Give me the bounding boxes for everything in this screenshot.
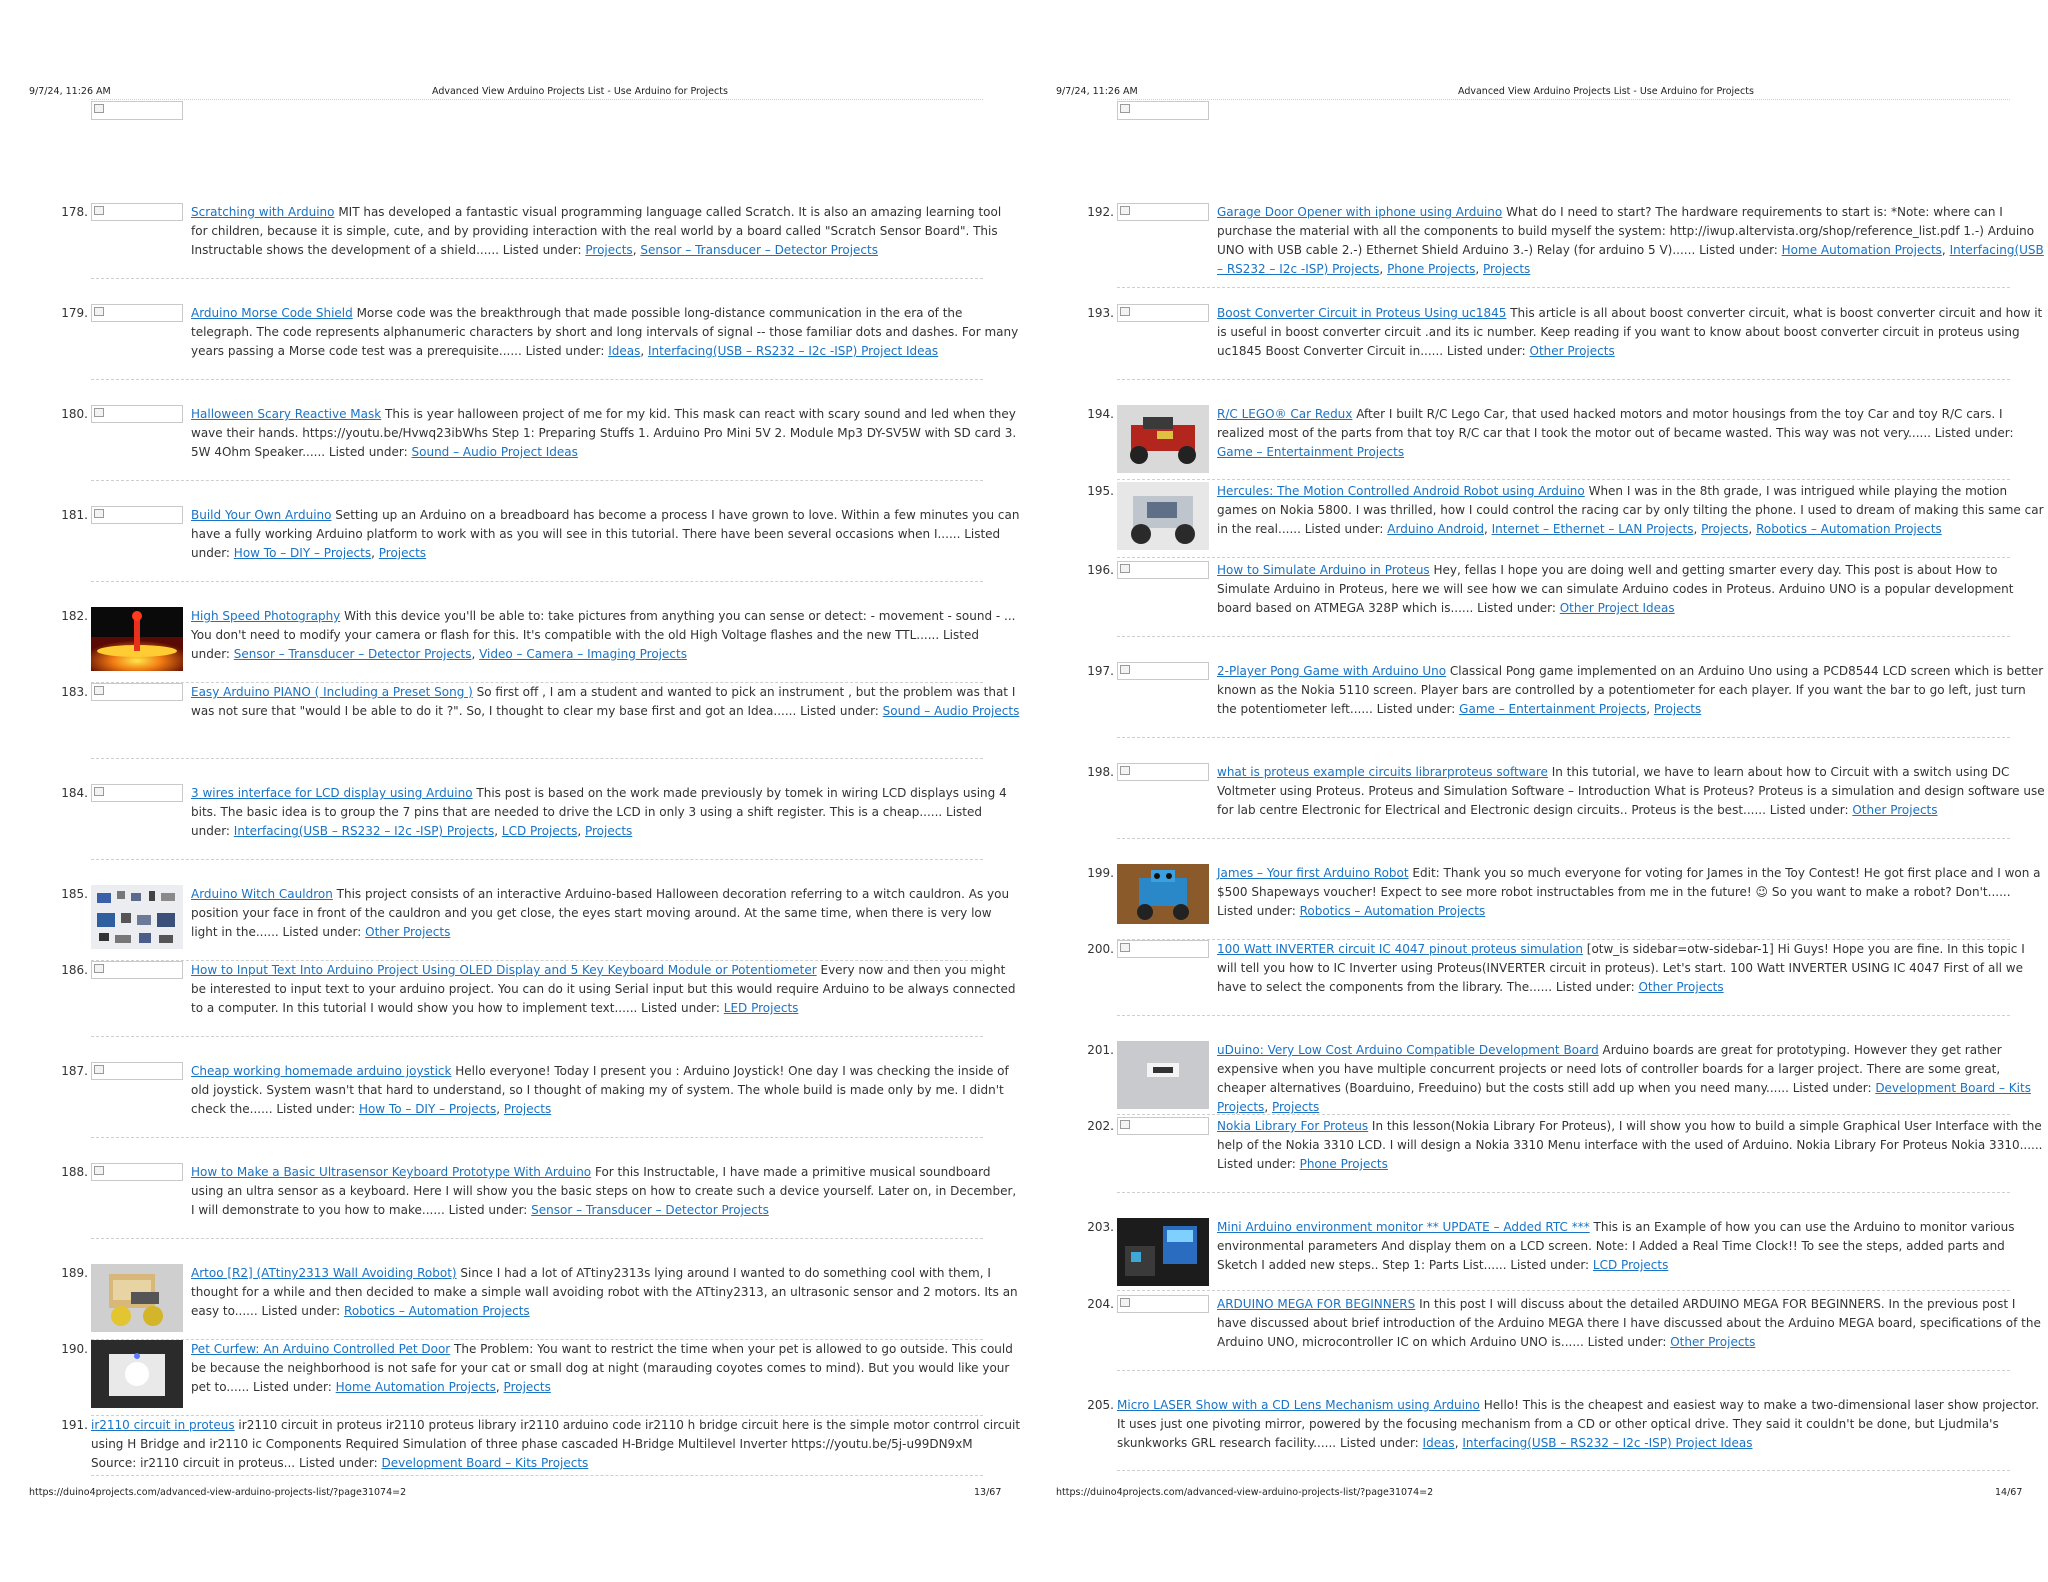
project-title-link[interactable]: R/C LEGO® Car Redux [1217,407,1353,421]
entry-number: 184. [61,786,88,800]
project-description: This is an Example of how you can use the Arduino to monitor various environmental parameters And display them on a LCD screen. Note: I Added a Real Time Clock!! To see the steps, added parts and Sketch I added new steps.. Step 1: Parts List...... Listed under: [1217,1220,2015,1272]
entry-separator [91,1137,983,1138]
project-description: In this tutorial, we have to learn about how to Circuit with a switch using DC Voltmeter using Proteus. Proteus and Simulation Software – Introduction What is Proteus? Proteus is a simulation and design software use for lab centre Electronic for Electrical and Electronic design circuits.. Proteus is the best...... Listed under: [1217,765,2045,817]
project-description: With this device you'll be able to: take pictures from anything you can sense or detect: - movement - sound - ... You don't need to modify your camera or flash for this. It's compatible with the old High Voltage flashes and the new TTL...... Listed under: [191,609,1016,661]
project-description: Classical Pong game implemented on an Arduino Uno using a PCD8544 LCD screen which is better known as the Nokia 5110 screen. Player bars are controlled by a potentiometer for each player. If you want the bar to go left, just turn the potentiometer left...... Listed under: [1217,664,2044,716]
category-link[interactable]: Projects [1483,262,1531,276]
entry-separator [1117,737,2010,738]
category-link[interactable]: Development Board – Kits Projects [381,1456,589,1470]
entry-text: Build Your Own Arduino Setting up an Arduino on a breadboard has become a process I have grown to love. Within a few minutes you can have a fully working Arduino platform to work with as you will see in this tutorial. There have been several occasions when I...... Listed under: How To – DIY – Projects, Projects [191,508,1020,560]
entry-separator [91,758,983,759]
project-description: When I was in the 8th grade, I was intrigued while playing the motion games on Nokia 5800. I was thrilled, how I could control the racing car by only tilting the phone. I used to dream of making this same car in the real...... Listed under: [1217,484,2044,536]
entry-text [191,961,1021,1018]
entry-separator [1117,1114,2010,1115]
category-link[interactable]: Ideas [608,344,641,358]
entry-text [191,1264,1021,1321]
entry-separator [91,1238,983,1239]
top-image-placeholder [1117,101,1209,120]
entry-text [191,683,1021,721]
thumbnail-placeholder[interactable] [91,961,183,979]
entry-number: 193. [1087,306,1114,320]
category-link[interactable]: Projects [1701,522,1749,536]
entry-number: 198. [1087,765,1114,779]
project-description: What do I need to start? The hardware requirements to start is: *Note: where can I purchase the material with all the components to build myself the system: http://iwup.altervista.org/shop/reference_list.pdf 1.-) Arduino UNO with USB cable 2.-) Ethernet Shield Arduino 3.-) Relay (for arduino 5 V)...... Listed under: [1217,205,2035,257]
print-footer-page-number: 13/67 [974,1487,1002,1498]
project-description: After I built R/C Lego Car, that used hacked motors and motor housings from the toy Car and toy R/C cars. I realized most of the parts from that toy R/C car that I took the motor out of became wasted. This way was not very...... Listed under: [1217,407,2014,440]
entry-text: Arduino Morse Code Shield Morse code was the breakthrough that made possible long-distance communication in the era of the telegraph. The code represents alphanumeric characters by short and long intervals of signal -- those familiar dots and dashes. For many years passing a Morse code test was a prerequisite...... Listed under: Ideas, Interfacing(USB – RS232 – I2c -ISP) Project Ideas [191,306,1019,358]
project-description: [otw_is sidebar=otw-sidebar-1] Hi Guys! Hope you are fine. In this topic I will tell you how to IC Inverter using Proteus(INVERTER circuit in proteus). Let's start. 100 Watt INVERTER USING IC 4047 First of all we have to select the components from the library. The...... Listed under: [1217,942,2025,994]
entry-text [1217,940,2047,997]
category-link[interactable]: Internet – Ethernet – LAN Projects [1491,522,1694,536]
thumbnail-robot-photo[interactable] [91,1264,183,1332]
print-header-date: 9/7/24, 11:26 AM [1056,86,1138,97]
entry-separator [1117,1470,2010,1471]
category-link[interactable]: Ideas [1422,1436,1455,1450]
project-title-link[interactable]: ARDUINO MEGA FOR BEGINNERS [1217,1297,1416,1311]
entry-text [91,1416,1021,1473]
entry-separator [1117,1370,2010,1371]
entry-number: 186. [61,963,88,977]
thumbnail-placeholder[interactable] [91,203,183,221]
category-link[interactable]: Projects [1271,1100,1320,1114]
entry-number: 181. [61,508,88,522]
thumbnail-placeholder[interactable] [91,683,183,701]
thumbnail-placeholder[interactable] [91,1163,183,1181]
entry-separator [1117,1192,2010,1193]
project-title-link[interactable]: uDuino: Very Low Cost Arduino Compatible Development Board [1217,1043,1599,1057]
category-link[interactable]: Game – Entertainment Projects [1459,702,1647,716]
entry-number: 183. [61,685,88,699]
header-divider [1117,99,2010,100]
project-description: Since I had a lot of ATtiny2313s lying around I wanted to do something cool with them, I thought for a while and then decided to make a simple wall avoiding robot with the ATtiny2313, an ultrasonic sensor and 2 motors. Its an easy to...... Listed under: [191,1266,1018,1318]
entry-number: 190. [61,1342,88,1356]
entry-number: 194. [1087,407,1114,421]
entry-text: Hercules: The Motion Controlled Android Robot using Arduino When I was in the 8th grade, I was intrigued while playing the motion games on Nokia 5800. I was thrilled, how I could control the racing car by only tilting the phone. I used to dream of making this same car in the real...... Listed under: Arduino Android, Internet – Ethernet – LAN Projects, Projects, Robotics – Automation Projects [1217,484,2044,536]
category-link[interactable]: Robotics – Automation Projects [1756,522,1942,536]
project-title-link[interactable]: How to Input Text Into Arduino Project Using OLED Display and 5 Key Keyboard Module or Potentiometer [191,963,817,977]
entry-text: uDuino: Very Low Cost Arduino Compatible Development Board Arduino boards are great for prototyping. However they get rather expensive when you have multiple concurrent projects or need lots of controller boards for a larger project. There are some great, cheaper alternatives (Boarduino, Freeduino) but the costs still add up when you need many...... Listed under: Development Board – Kits Projects, Projects [1217,1043,2031,1114]
entry-number: 197. [1087,664,1114,678]
project-title-link[interactable]: Arduino Witch Cauldron [191,887,333,901]
thumbnail-components-photo[interactable] [91,885,183,953]
entry-number: 192. [1087,205,1114,219]
thumbnail-placeholder[interactable] [1117,1117,1209,1135]
project-title-link[interactable]: Artoo [R2] (ATtiny2313 Wall Avoiding Robot) [191,1266,457,1280]
entry-separator [91,278,983,279]
category-link[interactable]: Home Automation Projects [1781,243,1942,257]
project-title-link[interactable]: Arduino Morse Code Shield [191,306,353,320]
thumbnail-placeholder[interactable] [1117,1295,1209,1313]
project-description: Hey, fellas I hope you are doing well and getting smarter every day. This post is about How to Simulate Arduino in Proteus, here we will see how we can simulate Arduino codes in Proteus. Arduino UNO is a popular development board based on ATMEGA 328P which is...... Listed under: [1217,563,2014,615]
project-title-link[interactable]: How to Make a Basic Ultrasensor Keyboard Prototype With Arduino [191,1165,592,1179]
category-link[interactable]: Phone Projects [1299,1157,1388,1171]
entry-text: High Speed Photography With this device you'll be able to: take pictures from anything you can sense or detect: - movement - sound - ... You don't need to modify your camera or flash for this. It's compatible with the old High Voltage flashes and the new TTL...... Listed under: Sensor – Transducer – Detector Projects, Video – Camera – Imaging Projects [191,609,1016,661]
project-description: Setting up an Arduino on a breadboard has become a process I have grown to love. Within a few minutes you can have a fully working Arduino platform to work with as you will see in this tutorial. There have been several occasions when I...... Listed under: [191,508,1020,560]
project-description: Hello! This is the cheapest and easiest way to make a two-dimensional laser show projector. It uses just one pivoting mirror, powered by the focusing mechanism from a CD or other optical drive. They said it couldn't be done, but Ljudmila's skunkworks GRL research facility...... Listed under: [1117,1398,2040,1450]
entry-separator [91,859,983,860]
thumbnail-environment-monitor-photo[interactable] [1117,1218,1209,1286]
project-title-link[interactable]: Boost Converter Circuit in Proteus Using uc1845 [1217,306,1507,320]
entry-separator [1117,636,2010,637]
category-link[interactable]: Sensor – Transducer – Detector Projects [233,647,472,661]
print-footer-url: https://duino4projects.com/advanced-view-arduino-projects-list/?page31074=2 [29,1487,407,1498]
category-link[interactable]: Projects [1653,702,1702,716]
project-title-link[interactable]: 3 wires interface for LCD display using Arduino [191,786,473,800]
project-title-link[interactable]: Hercules: The Motion Controlled Android Robot using Arduino [1217,484,1585,498]
project-title-link[interactable]: Garage Door Opener with iphone using Arduino [1217,205,1503,219]
entry-number: 182. [61,609,88,623]
thumbnail-lego-car-photo[interactable] [1117,405,1209,473]
page-right [1024,0,2048,1582]
category-link[interactable]: Projects [584,824,633,838]
entry-text [1217,1117,2047,1174]
entry-separator [91,1475,983,1476]
thumbnail-placeholder[interactable] [91,506,183,524]
category-link[interactable]: Projects [503,1380,551,1394]
project-title-link[interactable]: James – Your first Arduino Robot [1217,866,1409,880]
entry-number: 178. [61,205,88,219]
entry-text: Micro LASER Show with a CD Lens Mechanism using Arduino Hello! This is the cheapest and easiest way to make a two-dimensional laser show projector. It uses just one pivoting mirror, powered by the focusing mechanism from a CD or other optical drive. They said it couldn't be done, but Ljudmila's skunkworks GRL research facility...... Listed under: Ideas, Interfacing(USB – RS232 – I2c -ISP) Project Ideas [1117,1398,2040,1450]
entry-number: 199. [1087,866,1114,880]
entry-number: 196. [1087,563,1114,577]
category-link[interactable]: Projects [503,1102,552,1116]
category-link[interactable]: Other Projects [1638,980,1724,994]
project-description: MIT has developed a fantastic visual programming language called Scratch. It is also an amazing learning tool for children, because it is simple, cute, and by providing interaction with the real world by a board called "Scratch Sensor Board". This Instructable shows the development of a shield...... Listed under: [191,205,1002,257]
project-description: For this Instructable, I have made a primitive musical soundboard using an ultra sensor as a keyboard. Here I will show you the basic steps on how to create such a device yourself. Later on, in December, I will demonstrate to you how to make...... Listed under: [191,1165,1017,1217]
project-description: Hello everyone! Today I present you : Arduino Joystick! One day I was checking the inside of old joystick. System wasn't that hard to understand, so I thought of making my of system. The whole build is made only by me. I didn't check the...... Listed under: [191,1064,1009,1116]
entry-separator [1117,479,2010,480]
category-link[interactable]: Arduino Android [1387,522,1484,536]
entry-text [1217,1295,2047,1352]
project-description: Every now and then you might be interested to input text to your arduino project. You can do it using Serial input but this would require Arduino to be always connected to a computer. In this tutorial I would show you how to implement text...... Listed under: [191,963,1016,1015]
print-header-date: 9/7/24, 11:26 AM [29,86,111,97]
print-header-title: Advanced View Arduino Projects List - Use Arduino for Projects [432,86,728,97]
entry-number: 205. [1087,1398,1114,1412]
thumbnail-placeholder[interactable] [1117,662,1209,680]
entry-number: 189. [61,1266,88,1280]
print-footer-page-number: 14/67 [1995,1487,2023,1498]
project-description: This project consists of an interactive Arduino-based Halloween decoration referring to a witch cauldron. As you position your face in front of the cauldron and you get close, the eyes start moving around. At the same time, when there is very low light in the...... Listed under: [191,887,1010,939]
entry-text: 3 wires interface for LCD display using Arduino This post is based on the work made previously by tomek in wiring LCD displays using 4 bits. The basic idea is to group the 7 pins that are needed to drive the LCD in only 3 using a shift register. This is a cheap...... Listed under: Interfacing(USB – RS232 – I2c -ISP) Projects, LCD Projects, Projects [191,786,1007,838]
project-title-link[interactable]: Pet Curfew: An Arduino Controlled Pet Door [191,1342,451,1356]
category-link[interactable]: Robotics – Automation Projects [344,1304,530,1318]
entry-separator [91,1036,983,1037]
project-title-link[interactable]: Nokia Library For Proteus [1217,1119,1369,1133]
project-description: This post is based on the work made previously by tomek in wiring LCD displays using 4 bits. The basic idea is to group the 7 pins that are needed to drive the LCD in only 3 using a shift register. This is a cheap...... Listed under: [191,786,1007,838]
category-link[interactable]: Home Automation Projects [335,1380,496,1394]
project-title-link[interactable]: ir2110 circuit in proteus [91,1418,235,1432]
entry-separator [91,581,983,582]
entry-separator [1117,287,2010,288]
entry-text: Garage Door Opener with iphone using Arduino What do I need to start? The hardware requirements to start is: *Note: where can I purchase the material with all the components to build myself the system: http://iwup.altervista.org/shop/reference_list.pdf 1.-) Arduino UNO with USB cable 2.-) Ethernet Shield Arduino 3.-) Relay (for arduino 5 V)...... Listed under: Home Automation Projects, Interfacing(USB – RS232 – I2c -ISP) Projects, Phone Projects, Projects [1217,205,2044,276]
category-link[interactable]: Sensor – Transducer – Detector Projects [640,243,878,257]
category-link[interactable]: Interfacing(USB – RS232 – I2c -ISP) Project Ideas [647,344,939,358]
thumbnail-placeholder[interactable] [91,304,183,322]
project-description: This is year halloween project of me for my kid. This mask can react with scary sound and led when they wave their hands. https://youtu.be/Hvwq23ibWhs Step 1: Preparing Stuffs 1. Arduino Pro Mini 5V 2. Module Mp3 DY-SV5W with SD card 3. 5W 4Ohm Speaker...... Listed under: [191,407,1017,459]
entry-number: 191. [61,1418,88,1432]
entry-text [191,885,1021,942]
entry-number: 203. [1087,1220,1114,1234]
category-link[interactable]: How To – DIY – Projects [233,546,372,560]
category-link[interactable]: Development Board – Kits Projects [1217,1081,2031,1114]
entry-separator [91,379,983,380]
thumbnail-placeholder[interactable] [1117,304,1209,322]
entry-separator [1117,379,2010,380]
project-description: So first off , I am a student and wanted to pick an instrument , but the problem was that I was not sure that "would I be able to do it ?". So, I thought to clear my base first and got an Idea...... Listed under: [191,685,1016,718]
project-title-link[interactable]: 100 Watt INVERTER circuit IC 4047 pinout proteus simulation [1217,942,1583,956]
category-link[interactable]: Other Projects [365,925,451,939]
entry-number: 204. [1087,1297,1114,1311]
category-link[interactable]: Phone Projects [1387,262,1476,276]
project-title-link[interactable]: Easy Arduino PIANO ( Including a Preset Song ) [191,685,473,699]
category-link[interactable]: Game – Entertainment Projects [1217,445,1405,459]
entry-text: Scratching with Arduino MIT has developed a fantastic visual programming language called Scratch. It is also an amazing learning tool for children, because it is simple, cute, and by providing interaction with the real world by a board called "Scratch Sensor Board". This Instructable shows the development of a shield...... Listed under: Projects, Sensor – Transducer – Detector Projects [191,205,1002,257]
thumbnail-placeholder[interactable] [91,784,183,802]
project-description: ir2110 circuit in proteus ir2110 proteus library ir2110 arduino code ir2110 h bridge circuit here is the simple motor contrrol circuit using H Bridge and ir2110 ic Components Required Simulation of three phase cascaded H-Bridge Multilevel Inverter https://youtu.be/5j-u99DN9xM Source: ir2110 circuit in proteus... Listed under: [91,1418,1021,1470]
project-title-link[interactable]: High Speed Photography [191,609,341,623]
entry-separator [1117,557,2010,558]
thumbnail-droplet-photo[interactable] [91,607,183,675]
thumbnail-uduino-photo[interactable] [1117,1041,1209,1109]
entry-text [1217,304,2047,361]
thumbnail-james-robot-photo[interactable] [1117,864,1209,932]
entry-text [1217,1218,2047,1275]
header-divider [91,99,983,100]
thumbnail-placeholder[interactable] [1117,203,1209,221]
category-link[interactable]: Sensor – Transducer – Detector Projects [531,1203,769,1217]
thumbnail-placeholder[interactable] [1117,940,1209,958]
thumbnail-android-robot-photo[interactable] [1117,482,1209,550]
project-title-link[interactable]: How to Simulate Arduino in Proteus [1217,563,1430,577]
category-link[interactable]: Interfacing(USB – RS232 – I2c -ISP) Projects [1217,243,2044,276]
project-description: In this lesson(Nokia Library For Proteus), I will show you how to build a simple Graphical User Interface with the help of the Nokia 3310 LCD. I will design a Nokia 3310 Menu interface with the used of Arduino. Nokia Library For Proteus Nokia 3310...... Listed under: [1217,1119,2043,1171]
category-link[interactable]: LED Projects [723,1001,799,1015]
entry-separator [1117,838,2010,839]
top-image-placeholder [91,101,183,120]
category-link[interactable]: Robotics – Automation Projects [1299,904,1486,918]
entry-text [1217,763,2047,820]
project-title-link[interactable]: what is proteus example circuits librarproteus software [1217,765,1548,779]
thumbnail-placeholder[interactable] [1117,561,1209,579]
entry-text [1217,561,2047,618]
project-description: Morse code was the breakthrough that made possible long-distance communication in the era of the telegraph. The code represents alphanumeric characters by short and long intervals of signal -- those familiar dots and dashes. For many years passing a Morse code test was a prerequisite...... Listed under: [191,306,1019,358]
entry-text [1217,864,2047,921]
category-link[interactable]: Video – Camera – Imaging Projects [479,647,687,661]
entry-separator [1117,1015,2010,1016]
thumbnail-placeholder[interactable] [91,1062,183,1080]
print-header-title: Advanced View Arduino Projects List - Use Arduino for Projects [1458,86,1754,97]
entry-number: 179. [61,306,88,320]
thumbnail-placeholder[interactable] [1117,763,1209,781]
category-link[interactable]: LCD Projects [501,824,578,838]
category-link[interactable]: Other Projects [1670,1335,1756,1349]
entry-number: 187. [61,1064,88,1078]
project-title-link[interactable]: Build Your Own Arduino [191,508,332,522]
category-link[interactable]: Other Projects [1529,344,1615,358]
entry-text: Pet Curfew: An Arduino Controlled Pet Door The Problem: You want to restrict the time when your pet is allowed to go outside. This could be because the neighborhood is not safe for your cat or small dog at night (marauding coyotes comes to mind). But you would like your pet to...... Listed under: Home Automation Projects, Projects [191,1342,1013,1394]
print-footer-url: https://duino4projects.com/advanced-view-arduino-projects-list/?page31074=2 [1056,1487,1434,1498]
project-title-link[interactable]: Halloween Scary Reactive Mask [191,407,382,421]
project-description: Edit: Thank you so much everyone for voting for James in the Toy Contest! He got first place and I won a $500 Shapeways voucher! Expect to see more robot instructables from me in the future! 😉 So you want to make a robot? Don't...... Listed under: [1217,866,2041,918]
entry-number: 180. [61,407,88,421]
project-description: This article is all about boost converter circuit, what is boost converter circuit and how it is useful in boost converter circuit .and its ic number. Keep reading if you want to know about boost converter circuit in proteus using uc1845 Boost Converter Circuit in...... Listed under: [1217,306,2043,358]
entry-separator [1117,1290,2010,1291]
category-link[interactable]: Sound – Audio Projects [882,704,1020,718]
thumbnail-placeholder[interactable] [91,405,183,423]
entry-text [191,1163,1021,1220]
category-link[interactable]: Sound – Audio Project Ideas [411,445,578,459]
entry-number: 202. [1087,1119,1114,1133]
category-link[interactable]: Other Projects [1852,803,1938,817]
project-title-link[interactable]: Scratching with Arduino [191,205,335,219]
project-title-link[interactable]: Mini Arduino environment monitor ** UPDATE – Added RTC *** [1217,1220,1590,1234]
project-title-link[interactable]: 2-Player Pong Game with Arduino Uno [1217,664,1447,678]
entry-number: 201. [1087,1043,1114,1057]
entry-number: 195. [1087,484,1114,498]
category-link[interactable]: Projects [585,243,633,257]
project-description: Arduino boards are great for prototyping. However they get rather expensive when you have multiple concurrent projects or need lots of controller boards for a larger project. There are some great, cheaper alternatives (Boarduino, Freeduino) but the costs still add up when you need many...... Listed under: [1217,1043,2002,1095]
entry-text: Cheap working homemade arduino joystick Hello everyone! Today I present you : Arduino Joystick! One day I was checking the inside of old joystick. System wasn't that hard to understand, so I thought of making my of system. The whole build is made only by me. I didn't check the...... Listed under: How To – DIY – Projects, Projects [191,1064,1009,1116]
project-title-link[interactable]: Cheap working homemade arduino joystick [191,1064,452,1078]
category-link[interactable]: Projects [378,546,427,560]
category-link[interactable]: LCD Projects [1592,1258,1669,1272]
category-link[interactable]: Interfacing(USB – RS232 – I2c -ISP) Projects [233,824,495,838]
entry-number: 200. [1087,942,1114,956]
entry-text [191,405,1021,462]
thumbnail-pet-door-photo[interactable] [91,1340,183,1408]
category-link[interactable]: Interfacing(USB – RS232 – I2c -ISP) Project Ideas [1462,1436,1753,1450]
entry-number: 188. [61,1165,88,1179]
entry-text [1217,405,2047,462]
category-link[interactable]: Other Project Ideas [1559,601,1675,615]
entry-number: 185. [61,887,88,901]
project-description: The Problem: You want to restrict the time when your pet is allowed to go outside. This could be because the neighborhood is not safe for your cat or small dog at night (marauding coyotes comes to mind). But you would like your pet to...... Listed under: [191,1342,1013,1394]
project-title-link[interactable]: Micro LASER Show with a CD Lens Mechanism using Arduino [1117,1398,1480,1412]
category-link[interactable]: How To – DIY – Projects [358,1102,497,1116]
entry-separator [91,480,983,481]
project-description: In this post I will discuss about the detailed ARDUINO MEGA FOR BEGINNERS. In the previous post I have discussed about brief introduction of the Arduino MEGA there I have discussed about the Arduino MEGA board, specifications of the Arduino UNO, microcontroller IC on which Arduino UNO is...... Listed under: [1217,1297,2041,1349]
entry-text: 2-Player Pong Game with Arduino Uno Classical Pong game implemented on an Arduino Uno using a PCD8544 LCD screen which is better known as the Nokia 5110 screen. Player bars are controlled by a potentiometer for each player. If you want the bar to go left, just turn the potentiometer left...... Listed under: Game – Entertainment Projects, Projects [1217,664,2044,716]
